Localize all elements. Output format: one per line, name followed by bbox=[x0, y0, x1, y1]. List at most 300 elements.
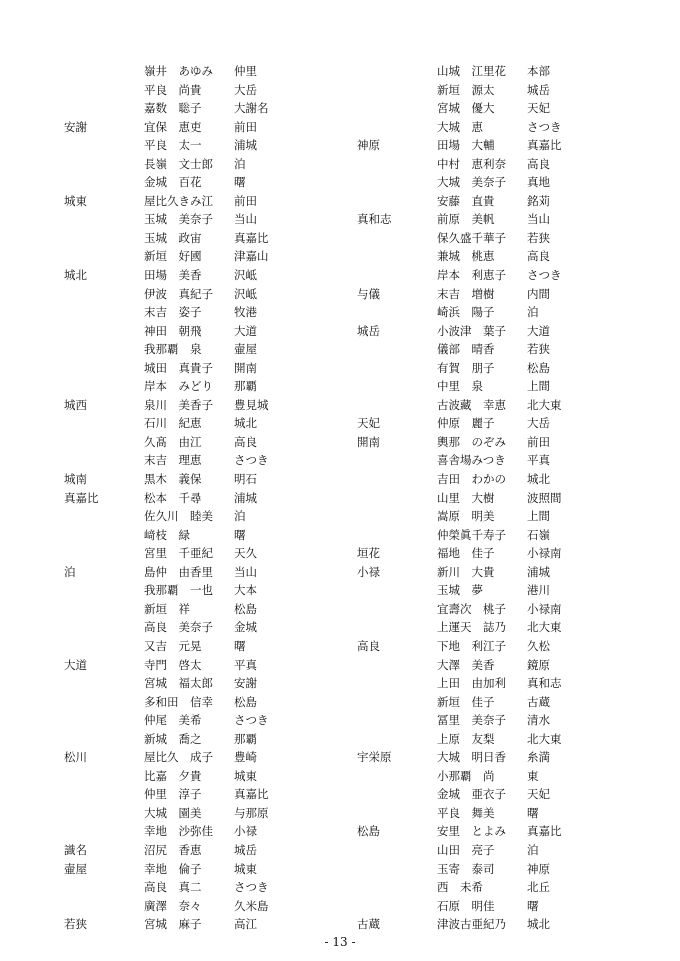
list-row bbox=[357, 136, 587, 155]
club-cell: 真嘉比 bbox=[234, 787, 269, 802]
list-row bbox=[64, 155, 294, 174]
school-cell: 城北 bbox=[64, 268, 87, 283]
club-cell: 城北 bbox=[234, 416, 257, 431]
club-cell: 牧港 bbox=[234, 305, 257, 320]
club-cell: 波照間 bbox=[527, 490, 562, 505]
name-cell: 宮里 千亜紀 bbox=[144, 546, 213, 561]
club-cell: 城岳 bbox=[527, 82, 550, 97]
club-cell: 北丘 bbox=[527, 880, 550, 895]
club-cell: 泊 bbox=[527, 305, 539, 320]
club-cell: 天久 bbox=[234, 546, 257, 561]
name-cell: 下地 利江子 bbox=[437, 638, 506, 653]
name-cell: 城田 真貴子 bbox=[144, 360, 213, 375]
name-cell: 比嘉 夕貴 bbox=[144, 768, 202, 783]
name-cell: 安藤 直貴 bbox=[437, 193, 495, 208]
list-row bbox=[64, 804, 294, 823]
name-cell: 嘉数 聡子 bbox=[144, 101, 202, 116]
list-row bbox=[357, 173, 587, 192]
name-cell: 石原 明佳 bbox=[437, 898, 495, 913]
name-cell: 平良 尚貴 bbox=[144, 82, 202, 97]
club-cell: 北大東 bbox=[527, 620, 562, 635]
name-cell: 平良 太一 bbox=[144, 138, 202, 153]
name-cell: 仲尾 美希 bbox=[144, 713, 202, 728]
name-cell: 輿那 のぞみ bbox=[437, 434, 506, 449]
club-cell: 大岳 bbox=[527, 416, 550, 431]
club-cell: 内間 bbox=[527, 286, 550, 301]
club-cell: 前田 bbox=[234, 193, 257, 208]
name-cell: 吉田 わかの bbox=[437, 472, 506, 487]
name-cell: 宮城 優大 bbox=[437, 101, 495, 116]
club-cell: 松島 bbox=[234, 694, 257, 709]
club-cell: 上間 bbox=[527, 379, 550, 394]
list-row bbox=[357, 81, 587, 100]
club-cell: 明石 bbox=[234, 472, 257, 487]
name-cell: 山城 江里花 bbox=[437, 64, 506, 78]
club-cell: 銘苅 bbox=[527, 193, 550, 208]
list-row bbox=[64, 915, 294, 934]
name-cell: 宜保 恵吏 bbox=[144, 119, 202, 134]
club-cell: 真嘉比 bbox=[527, 824, 562, 839]
name-cell: 宮城 福太郎 bbox=[144, 676, 213, 691]
name-cell: 上運天 誌乃 bbox=[437, 620, 506, 635]
list-row bbox=[357, 915, 587, 934]
club-cell: 神原 bbox=[527, 861, 550, 876]
list-row bbox=[357, 433, 587, 452]
list-row bbox=[64, 414, 294, 433]
club-cell: 津嘉山 bbox=[234, 249, 269, 264]
name-cell: 岸本 利恵子 bbox=[437, 268, 506, 283]
name-cell: 保久盛千華子 bbox=[437, 230, 506, 245]
name-cell: 我那覇 一也 bbox=[144, 583, 213, 598]
list-row bbox=[357, 451, 587, 470]
name-cell: 田場 美香 bbox=[144, 268, 202, 283]
club-cell: 豊崎 bbox=[234, 750, 257, 765]
list-row bbox=[64, 748, 294, 767]
name-cell: 新城 喬之 bbox=[144, 731, 202, 746]
name-cell: 小波津 葉子 bbox=[437, 323, 506, 338]
club-cell: 城東 bbox=[234, 768, 257, 783]
name-cell: 兼城 桃恵 bbox=[437, 249, 495, 264]
list-row bbox=[357, 767, 587, 786]
club-cell: 清水 bbox=[527, 713, 550, 728]
name-cell: 嶺井 あゆみ bbox=[144, 64, 213, 78]
name-cell: 岸本 みどり bbox=[144, 379, 213, 394]
club-cell: 鏡原 bbox=[527, 657, 550, 672]
school-cell: 松島 bbox=[357, 824, 380, 839]
club-cell: 真嘉比 bbox=[527, 138, 562, 153]
list-row bbox=[64, 210, 294, 229]
name-cell: 前原 美帆 bbox=[437, 212, 495, 227]
list-row bbox=[64, 99, 294, 118]
school-cell: 高良 bbox=[357, 638, 380, 653]
name-cell: 大城 美奈子 bbox=[437, 175, 506, 190]
name-cell: 幸地 沙弥佳 bbox=[144, 824, 213, 839]
name-cell: 末吉 増樹 bbox=[437, 286, 495, 301]
list-row bbox=[64, 785, 294, 804]
name-cell: 廣澤 奈々 bbox=[144, 898, 202, 913]
list-row bbox=[64, 860, 294, 879]
list-row bbox=[64, 618, 294, 637]
list-row bbox=[64, 377, 294, 396]
club-cell: 城北 bbox=[527, 472, 550, 487]
name-cell: 黒木 義保 bbox=[144, 472, 202, 487]
list-row bbox=[64, 322, 294, 341]
club-cell: 上間 bbox=[527, 509, 550, 524]
list-row bbox=[64, 136, 294, 155]
name-cell: 小那覇 尚 bbox=[437, 768, 495, 783]
school-cell: 松川 bbox=[64, 750, 87, 765]
club-cell: 大謝名 bbox=[234, 101, 269, 116]
name-cell: 山里 大樹 bbox=[437, 490, 495, 505]
club-cell: 真地 bbox=[527, 175, 550, 190]
club-cell: 真嘉比 bbox=[234, 230, 269, 245]
name-cell: 松本 千尋 bbox=[144, 490, 202, 505]
list-row bbox=[357, 674, 587, 693]
club-cell: 久松 bbox=[527, 638, 550, 653]
name-cell: 泉川 美香子 bbox=[144, 397, 213, 412]
name-cell: 冨里 美奈子 bbox=[437, 713, 506, 728]
name-cell: 幸地 倫子 bbox=[144, 861, 202, 876]
club-cell: 浦城 bbox=[234, 490, 257, 505]
school-cell: 真嘉比 bbox=[64, 490, 99, 505]
school-cell: 安謝 bbox=[64, 119, 87, 134]
name-cell: 屋比久 成子 bbox=[144, 750, 213, 765]
list-row bbox=[64, 897, 294, 916]
club-cell: 東 bbox=[527, 768, 539, 783]
club-cell: 城東 bbox=[234, 861, 257, 876]
club-cell: 泊 bbox=[234, 509, 246, 524]
club-cell: 北大東 bbox=[527, 731, 562, 746]
list-row bbox=[357, 303, 587, 322]
name-cell: 宜壽次 桃子 bbox=[437, 601, 506, 616]
club-cell: 古蔵 bbox=[527, 694, 550, 709]
list-row bbox=[64, 693, 294, 712]
list-row bbox=[357, 600, 587, 619]
club-cell: 若狭 bbox=[527, 342, 550, 357]
club-cell: 久米島 bbox=[234, 898, 269, 913]
school-cell: 泊 bbox=[64, 564, 76, 579]
club-cell: 港川 bbox=[527, 583, 550, 598]
name-cell: 伊波 真紀子 bbox=[144, 286, 213, 301]
list-row bbox=[357, 544, 587, 563]
school-cell: 壷屋 bbox=[64, 861, 87, 876]
list-row bbox=[357, 414, 587, 433]
list-row bbox=[64, 340, 294, 359]
list-row bbox=[357, 748, 587, 767]
club-cell: 糸満 bbox=[527, 750, 550, 765]
club-cell: 曙 bbox=[234, 638, 246, 653]
list-row bbox=[357, 730, 587, 749]
list-row bbox=[64, 303, 294, 322]
club-cell: 曙 bbox=[527, 898, 539, 913]
name-cell: 山田 亮子 bbox=[437, 842, 495, 857]
club-cell: 泊 bbox=[234, 156, 246, 171]
club-cell: 浦城 bbox=[527, 564, 550, 579]
list-row bbox=[357, 192, 587, 211]
list-row bbox=[357, 99, 587, 118]
list-row bbox=[357, 359, 587, 378]
list-row bbox=[357, 860, 587, 879]
name-cell: 儀部 晴香 bbox=[437, 342, 495, 357]
list-row bbox=[64, 563, 294, 582]
list-row bbox=[357, 489, 587, 508]
list-row bbox=[64, 470, 294, 489]
club-cell: 小禄 bbox=[234, 824, 257, 839]
left-column bbox=[64, 62, 294, 934]
name-cell: 新垣 佳子 bbox=[437, 694, 495, 709]
club-cell: 平真 bbox=[527, 453, 550, 468]
name-cell: 喜舎場みつき bbox=[437, 453, 506, 468]
school-cell: 識名 bbox=[64, 842, 87, 857]
club-cell: 沢岻 bbox=[234, 286, 257, 301]
name-cell: 仲榮眞千寿子 bbox=[437, 527, 506, 542]
list-row bbox=[64, 822, 294, 841]
name-cell: 崎浜 陽子 bbox=[437, 305, 495, 320]
club-cell: さつき bbox=[234, 880, 269, 895]
name-cell: 久髙 由江 bbox=[144, 434, 202, 449]
name-cell: 有賀 朋子 bbox=[437, 360, 495, 375]
club-cell: 大道 bbox=[234, 323, 257, 338]
club-cell: 天妃 bbox=[527, 787, 550, 802]
list-row bbox=[357, 563, 587, 582]
list-row bbox=[64, 544, 294, 563]
club-cell: 松島 bbox=[527, 360, 550, 375]
list-row bbox=[357, 804, 587, 823]
list-row bbox=[357, 878, 587, 897]
school-cell: 小禄 bbox=[357, 564, 380, 579]
name-cell: 中村 恵利奈 bbox=[437, 156, 506, 171]
name-cell: 中里 泉 bbox=[437, 379, 483, 394]
name-cell: 多和田 信幸 bbox=[144, 694, 213, 709]
school-cell: 神原 bbox=[357, 138, 380, 153]
name-cell: 玉城 政宙 bbox=[144, 230, 202, 245]
list-row bbox=[357, 62, 587, 81]
club-cell: 那覇 bbox=[234, 379, 257, 394]
name-cell: 金城 百花 bbox=[144, 175, 202, 190]
club-cell: 壷屋 bbox=[234, 342, 257, 357]
name-cell: 上田 由加利 bbox=[437, 676, 506, 691]
list-row bbox=[64, 229, 294, 248]
list-row bbox=[357, 637, 587, 656]
name-cell: 大城 恵 bbox=[437, 119, 483, 134]
name-cell: 高良 美奈子 bbox=[144, 620, 213, 635]
list-row bbox=[357, 155, 587, 174]
list-row bbox=[64, 396, 294, 415]
list-row bbox=[64, 711, 294, 730]
name-cell: 仲原 麗子 bbox=[437, 416, 495, 431]
list-row bbox=[357, 322, 587, 341]
list-row bbox=[64, 192, 294, 211]
club-cell: 前田 bbox=[527, 434, 550, 449]
name-cell: 大城 明日香 bbox=[437, 750, 506, 765]
club-cell: 曙 bbox=[234, 527, 246, 542]
name-cell: 我那覇 泉 bbox=[144, 342, 202, 357]
club-cell: 石嶺 bbox=[527, 527, 550, 542]
list-row bbox=[64, 433, 294, 452]
list-row bbox=[64, 767, 294, 786]
club-cell: 城北 bbox=[527, 917, 550, 932]
name-cell: 新川 大貴 bbox=[437, 564, 495, 579]
name-cell: 﨑枝 緑 bbox=[144, 527, 190, 542]
list-row bbox=[64, 841, 294, 860]
list-row bbox=[64, 526, 294, 545]
name-cell: 又吉 元晃 bbox=[144, 638, 202, 653]
name-cell: 玉城 夢 bbox=[437, 583, 483, 598]
club-cell: 泊 bbox=[527, 842, 539, 857]
list-row bbox=[64, 173, 294, 192]
club-cell: 金城 bbox=[234, 620, 257, 635]
list-row bbox=[357, 785, 587, 804]
name-cell: 玉寄 泰司 bbox=[437, 861, 495, 876]
list-row bbox=[64, 451, 294, 470]
list-row bbox=[357, 247, 587, 266]
name-cell: 津波古亜紀乃 bbox=[437, 917, 506, 932]
club-cell: 大岳 bbox=[234, 82, 257, 97]
club-cell: 高良 bbox=[234, 434, 257, 449]
list-row bbox=[64, 507, 294, 526]
club-cell: 小禄南 bbox=[527, 601, 562, 616]
list-row bbox=[64, 62, 294, 81]
club-cell: 豊見城 bbox=[234, 397, 269, 412]
school-cell: 真和志 bbox=[357, 212, 392, 227]
club-cell: 安謝 bbox=[234, 676, 257, 691]
club-cell: 当山 bbox=[234, 564, 257, 579]
name-cell: 西 未希 bbox=[437, 880, 483, 895]
name-cell: 仲里 淳子 bbox=[144, 787, 202, 802]
name-cell: 平良 舞美 bbox=[437, 805, 495, 820]
club-cell: 開南 bbox=[234, 360, 257, 375]
list-row bbox=[357, 526, 587, 545]
list-row bbox=[357, 229, 587, 248]
club-cell: 沢岻 bbox=[234, 268, 257, 283]
name-cell: 佐久川 睦美 bbox=[144, 509, 213, 524]
name-cell: 新垣 祥 bbox=[144, 601, 190, 616]
club-cell: 浦城 bbox=[234, 138, 257, 153]
list-row bbox=[357, 285, 587, 304]
list-row bbox=[64, 674, 294, 693]
name-cell: 福地 佳子 bbox=[437, 546, 495, 561]
list-row bbox=[64, 878, 294, 897]
list-row bbox=[64, 581, 294, 600]
club-cell: 高良 bbox=[527, 156, 550, 171]
list-row bbox=[357, 841, 587, 860]
club-cell: さつき bbox=[234, 453, 269, 468]
list-row bbox=[64, 489, 294, 508]
club-cell: 仲里 bbox=[234, 64, 257, 78]
list-row bbox=[64, 266, 294, 285]
club-cell: さつき bbox=[527, 119, 562, 134]
name-cell: 高良 真二 bbox=[144, 880, 202, 895]
name-cell: 末吉 姿子 bbox=[144, 305, 202, 320]
list-row bbox=[357, 377, 587, 396]
list-row bbox=[64, 600, 294, 619]
school-cell: 若狭 bbox=[64, 917, 87, 932]
school-cell: 与儀 bbox=[357, 286, 380, 301]
list-row bbox=[357, 711, 587, 730]
school-cell: 城西 bbox=[64, 397, 87, 412]
page-number: - 13 - bbox=[324, 935, 356, 949]
school-cell: 開南 bbox=[357, 434, 380, 449]
name-cell: 田場 大輔 bbox=[437, 138, 495, 153]
school-cell: 垣花 bbox=[357, 546, 380, 561]
club-cell: 松島 bbox=[234, 601, 257, 616]
school-cell: 天妃 bbox=[357, 416, 380, 431]
list-row bbox=[357, 581, 587, 600]
list-row bbox=[64, 81, 294, 100]
list-row bbox=[64, 730, 294, 749]
club-cell: 曙 bbox=[234, 175, 246, 190]
name-cell: 安里 とよみ bbox=[437, 824, 506, 839]
name-cell: 石川 紀恵 bbox=[144, 416, 202, 431]
name-cell: 神田 朝飛 bbox=[144, 323, 202, 338]
club-cell: さつき bbox=[234, 713, 269, 728]
list-row bbox=[357, 693, 587, 712]
club-cell: 当山 bbox=[234, 212, 257, 227]
name-cell: 古波藏 幸恵 bbox=[437, 397, 506, 412]
club-cell: 高良 bbox=[527, 249, 550, 264]
list-row bbox=[64, 656, 294, 675]
club-cell: 曙 bbox=[527, 805, 539, 820]
school-cell: 宇栄原 bbox=[357, 750, 392, 765]
school-cell: 城東 bbox=[64, 193, 87, 208]
school-cell: 城岳 bbox=[357, 323, 380, 338]
club-cell: 平真 bbox=[234, 657, 257, 672]
name-cell: 上原 友梨 bbox=[437, 731, 495, 746]
list-row bbox=[357, 618, 587, 637]
club-cell: さつき bbox=[527, 268, 562, 283]
list-row bbox=[357, 210, 587, 229]
name-cell: 沼尻 香恵 bbox=[144, 842, 202, 857]
list-row bbox=[357, 822, 587, 841]
name-cell: 屋比久きみ江 bbox=[144, 193, 213, 208]
name-cell: 長嶺 文士郎 bbox=[144, 156, 213, 171]
club-cell: 北大東 bbox=[527, 397, 562, 412]
name-cell: 新垣 好國 bbox=[144, 249, 202, 264]
club-cell: 与那原 bbox=[234, 805, 269, 820]
list-row bbox=[357, 266, 587, 285]
name-cell: 金城 亜衣子 bbox=[437, 787, 506, 802]
club-cell: 天妃 bbox=[527, 101, 550, 116]
name-cell: 玉城 美奈子 bbox=[144, 212, 213, 227]
club-cell: 那覇 bbox=[234, 731, 257, 746]
list-row bbox=[64, 118, 294, 137]
club-cell: 真和志 bbox=[527, 676, 562, 691]
list-row bbox=[357, 396, 587, 415]
club-cell: 高江 bbox=[234, 917, 257, 932]
club-cell: 若狭 bbox=[527, 230, 550, 245]
list-row bbox=[64, 359, 294, 378]
list-row bbox=[357, 118, 587, 137]
school-cell: 古蔵 bbox=[357, 917, 380, 932]
club-cell: 城岳 bbox=[234, 842, 257, 857]
list-row bbox=[357, 656, 587, 675]
name-cell: 末吉 理恵 bbox=[144, 453, 202, 468]
name-cell: 大城 園美 bbox=[144, 805, 202, 820]
school-cell: 大道 bbox=[64, 657, 87, 672]
list-row bbox=[357, 470, 587, 489]
list-row bbox=[64, 247, 294, 266]
club-cell: 大道 bbox=[527, 323, 550, 338]
list-row bbox=[357, 897, 587, 916]
list-row bbox=[357, 340, 587, 359]
club-cell: 前田 bbox=[234, 119, 257, 134]
name-cell: 嵩原 明美 bbox=[437, 509, 495, 524]
name-cell: 大澤 美香 bbox=[437, 657, 495, 672]
name-cell: 新垣 源太 bbox=[437, 82, 495, 97]
list-row bbox=[357, 507, 587, 526]
club-cell: 小禄南 bbox=[527, 546, 562, 561]
name-cell: 島仲 由香里 bbox=[144, 564, 213, 579]
